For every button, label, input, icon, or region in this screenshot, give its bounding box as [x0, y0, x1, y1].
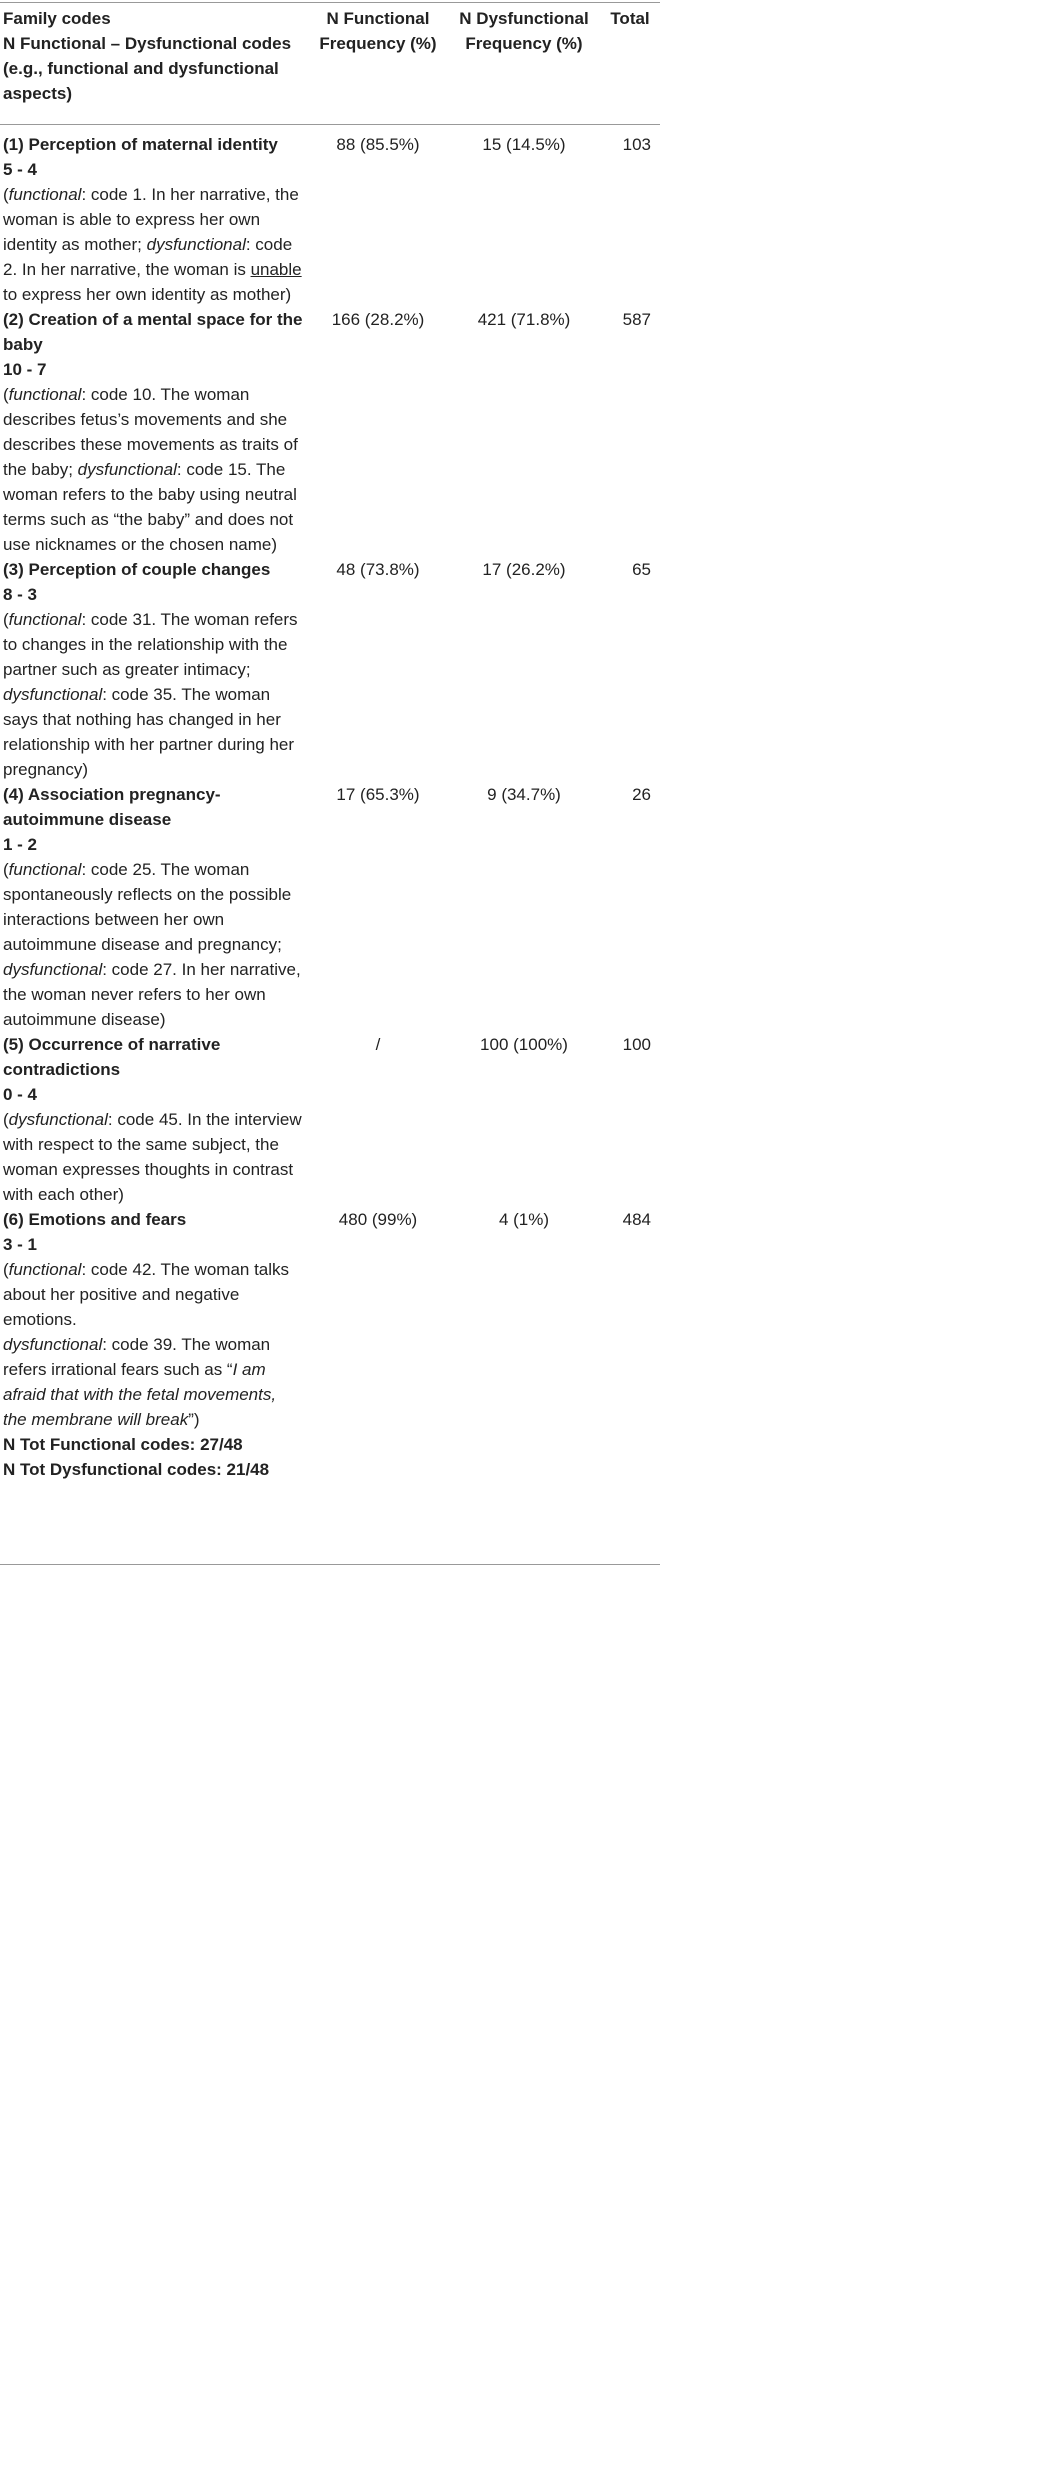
- family-code-counts: 10 - 7: [3, 360, 47, 379]
- dysfunctional-frequency: 17 (26.2%): [482, 560, 566, 579]
- desc-dysfunctional-label: dysfunctional: [8, 1110, 108, 1129]
- row-total: 587: [622, 310, 651, 329]
- desc-functional-label: functional: [8, 1260, 82, 1279]
- desc-part: (: [3, 1260, 9, 1279]
- desc-part: : code 2. In her narrative, the woman is: [3, 235, 293, 279]
- desc-part: : code 1. In her narrative, the woman is able to express her own identity as mother;: [3, 185, 299, 254]
- desc-part: : code 39. The woman refers irrational fears such as “: [3, 1335, 271, 1379]
- table-row: [0, 782, 660, 1032]
- table-bottom-rule: [0, 1564, 660, 1565]
- desc-part: : code 15. The woman refers to the baby using neutral terms such as “the baby” and does not use nicknames or the chosen name): [3, 460, 297, 554]
- family-cell: [0, 124, 308, 307]
- family-name: (1) Perception of maternal identity: [3, 135, 278, 154]
- desc-part: : code 27. In her narrative, the woman never refers to her own autoimmune disease): [3, 960, 301, 1029]
- row-total: 484: [622, 1210, 651, 1229]
- desc-part: : code 25. The woman spontaneously reflects on the possible interactions between her own autoimmune disease and pregnancy;: [3, 860, 292, 954]
- desc-quote: I am afraid that with the fetal movements, the membrane will break: [3, 1360, 277, 1429]
- desc-part: : code 42. The woman talks about her positive and negative emotions.: [3, 1260, 290, 1329]
- dysfunctional-frequency: 9 (34.7%): [487, 785, 561, 804]
- desc-dysfunctional-label: dysfunctional: [146, 235, 246, 254]
- desc-functional-label: functional: [8, 185, 82, 204]
- family-name: (6) Emotions and fears: [3, 1210, 187, 1229]
- desc-part: (: [3, 1110, 9, 1129]
- family-code-counts: 0 - 4: [3, 1085, 38, 1104]
- header-functional: N Functional Frequency (%): [319, 9, 437, 53]
- row-total: 103: [622, 135, 651, 154]
- family-cell: [0, 782, 308, 1032]
- table-row: [0, 1207, 660, 1482]
- functional-frequency: 48 (73.8%): [336, 560, 420, 579]
- table-top-rule: [0, 2, 660, 3]
- header-family-codes: [0, 6, 308, 124]
- row-total: 65: [632, 560, 651, 579]
- desc-part: : code 45. In the interview with respect to the same subject, the woman expresses thoughts in contrast with each other): [3, 1110, 302, 1204]
- desc-dysfunctional-label: dysfunctional: [3, 1335, 103, 1354]
- family-name: (4) Association pregnancy-autoimmune disease: [3, 785, 221, 829]
- desc-functional-label: functional: [8, 860, 82, 879]
- desc-functional-label: functional: [8, 385, 82, 404]
- table-row: [0, 557, 660, 782]
- family-code-counts: 5 - 4: [3, 160, 38, 179]
- functional-frequency: 166 (28.2%): [331, 310, 425, 329]
- desc-part: to express her own identity as mother): [3, 285, 292, 304]
- desc-part: (: [3, 610, 9, 629]
- header-row: [0, 6, 660, 124]
- functional-frequency: /: [375, 1035, 381, 1054]
- header-total: Total: [610, 9, 650, 28]
- desc-part: (: [3, 860, 9, 879]
- desc-part: : code 10. The woman describes fetus’s movements and she describes these movements as traits of the baby;: [3, 385, 298, 479]
- desc-part: : code 35. The woman says that nothing has changed in her relationship with her partner during her pregnancy): [3, 685, 295, 779]
- header-dysfunctional: N Dysfunctional Frequency (%): [459, 9, 589, 53]
- family-codes-table: [0, 6, 660, 1482]
- family-code-counts: 1 - 2: [3, 835, 38, 854]
- table-row: [0, 1032, 660, 1207]
- family-code-counts: 3 - 1: [3, 1235, 38, 1254]
- desc-part: (: [3, 385, 9, 404]
- table-row: [0, 124, 660, 307]
- desc-dysfunctional-label: dysfunctional: [3, 960, 103, 979]
- dysfunctional-frequency: 421 (71.8%): [477, 310, 571, 329]
- desc-part: ”): [188, 1410, 200, 1429]
- desc-functional-label: functional: [8, 610, 82, 629]
- dysfunctional-frequency: 4 (1%): [498, 1210, 550, 1229]
- desc-dysfunctional-label: dysfunctional: [77, 460, 177, 479]
- row-total: 100: [622, 1035, 651, 1054]
- family-name: (2) Creation of a mental space for the baby: [3, 310, 303, 354]
- desc-underlined: unable: [250, 260, 302, 279]
- desc-part: : code 31. The woman refers to changes in the relationship with the partner such as greater intimacy;: [3, 610, 298, 679]
- functional-frequency: 88 (85.5%): [336, 135, 420, 154]
- total-functional-codes: N Tot Functional codes: 27/48: [3, 1435, 243, 1454]
- family-name: (3) Perception of couple changes: [3, 560, 271, 579]
- family-cell: [0, 557, 308, 782]
- family-cell: [0, 1032, 308, 1207]
- row-total: 26: [632, 785, 651, 804]
- desc-dysfunctional-label: dysfunctional: [3, 685, 103, 704]
- total-dysfunctional-codes: N Tot Dysfunctional codes: 21/48: [3, 1460, 270, 1479]
- family-cell: [0, 1207, 308, 1482]
- family-name: (5) Occurrence of narrative contradictions: [3, 1035, 221, 1079]
- header-family-codes-title: Family codes: [3, 9, 111, 28]
- table-row: [0, 307, 660, 557]
- functional-frequency: 480 (99%): [338, 1210, 418, 1229]
- family-code-counts: 8 - 3: [3, 585, 38, 604]
- header-family-codes-subtitle: N Functional – Dysfunctional codes (e.g., functional and dysfunctional aspects): [3, 34, 292, 103]
- dysfunctional-frequency: 100 (100%): [480, 1035, 568, 1054]
- desc-part: (: [3, 185, 9, 204]
- functional-frequency: 17 (65.3%): [336, 785, 420, 804]
- family-cell: [0, 307, 308, 557]
- dysfunctional-frequency: 15 (14.5%): [482, 135, 566, 154]
